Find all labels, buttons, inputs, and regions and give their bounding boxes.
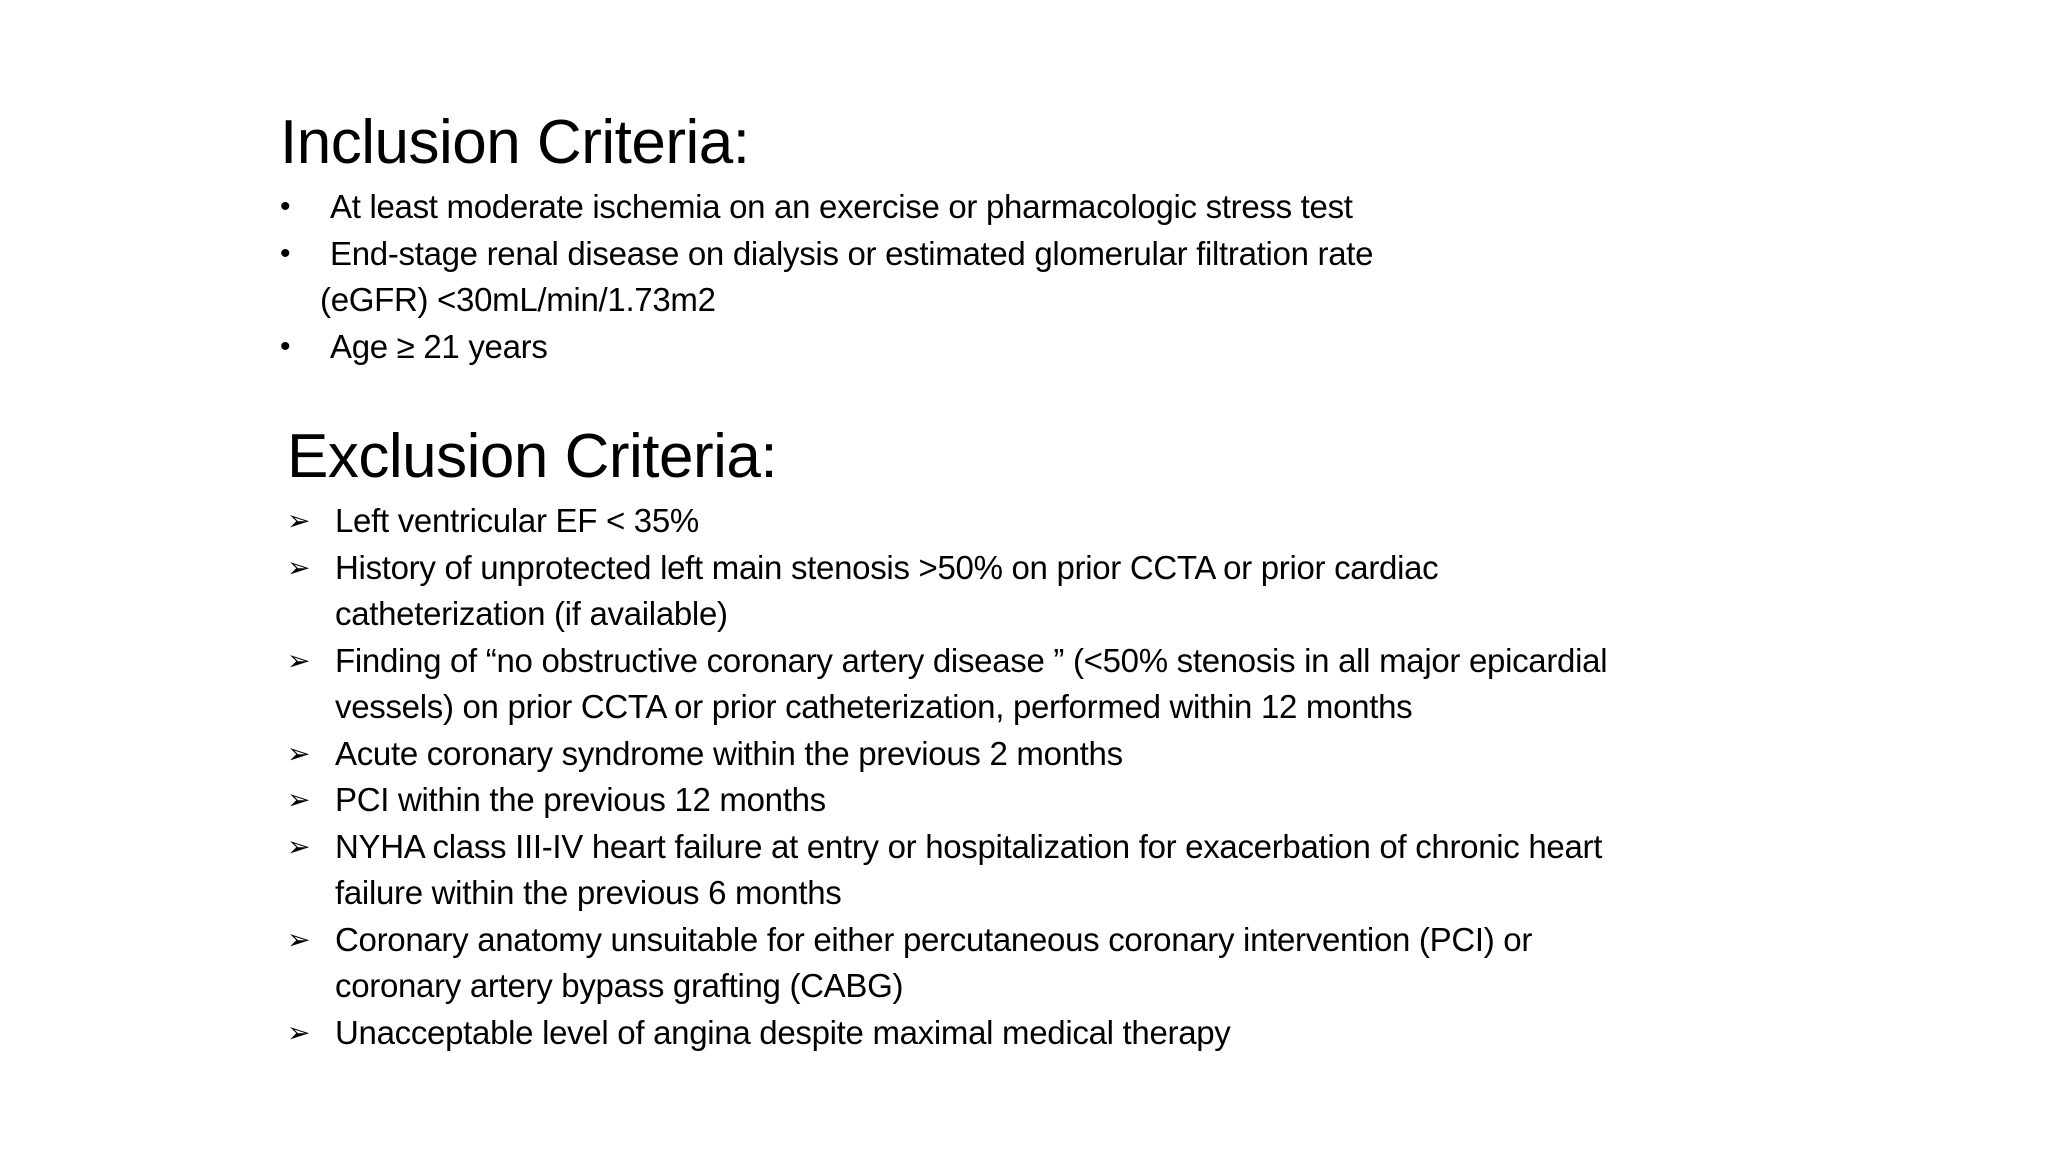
exclusion-item-text: Finding of “no obstructive coronary artery disease ” (<50% stenosis in all major epicardial xyxy=(335,641,1608,679)
arrow-bullet-icon: ➢ xyxy=(287,551,311,583)
exclusion-item xyxy=(287,498,1847,545)
exclusion-item-text-continuation: coronary artery bypass grafting (CABG) xyxy=(335,967,904,1004)
exclusion-item xyxy=(287,638,1847,731)
arrow-bullet-icon: ➢ xyxy=(287,505,311,536)
exclusion-item xyxy=(287,731,1847,778)
inclusion-item xyxy=(280,184,1880,231)
arrow-bullet-icon: ➢ xyxy=(287,784,311,815)
arrow-bullet-icon: ➢ xyxy=(287,830,311,862)
inclusion-section xyxy=(280,102,1880,370)
bullet-icon: • xyxy=(280,190,291,223)
inclusion-item-text: Age ≥ 21 years xyxy=(330,327,548,365)
arrow-bullet-icon: ➢ xyxy=(287,644,311,676)
inclusion-item-continuation: (eGFR) <30mL/min/1.73m2 xyxy=(320,281,716,318)
exclusion-item xyxy=(287,545,1847,638)
bullet-icon: • xyxy=(280,236,291,270)
arrow-bullet-icon: ➢ xyxy=(287,923,311,955)
inclusion-list xyxy=(280,184,1880,370)
exclusion-item-text-continuation: vessels) on prior CCTA or prior catheterization, performed within 12 months xyxy=(335,688,1413,725)
exclusion-item xyxy=(287,917,1847,1010)
inclusion-item-text: End-stage renal disease on dialysis or estimated glomerular filtration rate xyxy=(330,234,1374,272)
exclusion-item xyxy=(287,1010,1847,1057)
exclusion-section xyxy=(287,416,1847,1056)
exclusion-item-text: History of unprotected left main stenosis >50% on prior CCTA or prior cardiac xyxy=(335,548,1439,586)
arrow-bullet-icon: ➢ xyxy=(287,1016,311,1048)
inclusion-item xyxy=(280,231,1880,324)
exclusion-item xyxy=(287,777,1847,824)
exclusion-item-text: NYHA class III-IV heart failure at entry or hospitalization for exacerbation of chronic heart xyxy=(335,827,1603,865)
exclusion-list xyxy=(287,498,1847,1056)
exclusion-item-text: Coronary anatomy unsuitable for either percutaneous coronary intervention (PCI) or xyxy=(335,920,1533,958)
exclusion-item-text-continuation: catheterization (if available) xyxy=(335,595,728,632)
exclusion-item-text: PCI within the previous 12 months xyxy=(335,781,826,818)
exclusion-item-text: Acute coronary syndrome within the previous 2 months xyxy=(335,734,1123,772)
exclusion-item-text: Unacceptable level of angina despite maximal medical therapy xyxy=(335,1013,1231,1051)
exclusion-title: Exclusion Criteria: xyxy=(287,422,778,491)
exclusion-item-text: Left ventricular EF < 35% xyxy=(335,502,699,539)
inclusion-item-text: At least moderate ischemia on an exercise or pharmacologic stress test xyxy=(330,188,1353,225)
bullet-icon: • xyxy=(280,329,291,363)
arrow-bullet-icon: ➢ xyxy=(287,737,311,769)
inclusion-title: Inclusion Criteria: xyxy=(280,108,750,177)
inclusion-item xyxy=(280,324,1880,371)
exclusion-item-text-continuation: failure within the previous 6 months xyxy=(335,874,842,911)
exclusion-item xyxy=(287,824,1847,917)
